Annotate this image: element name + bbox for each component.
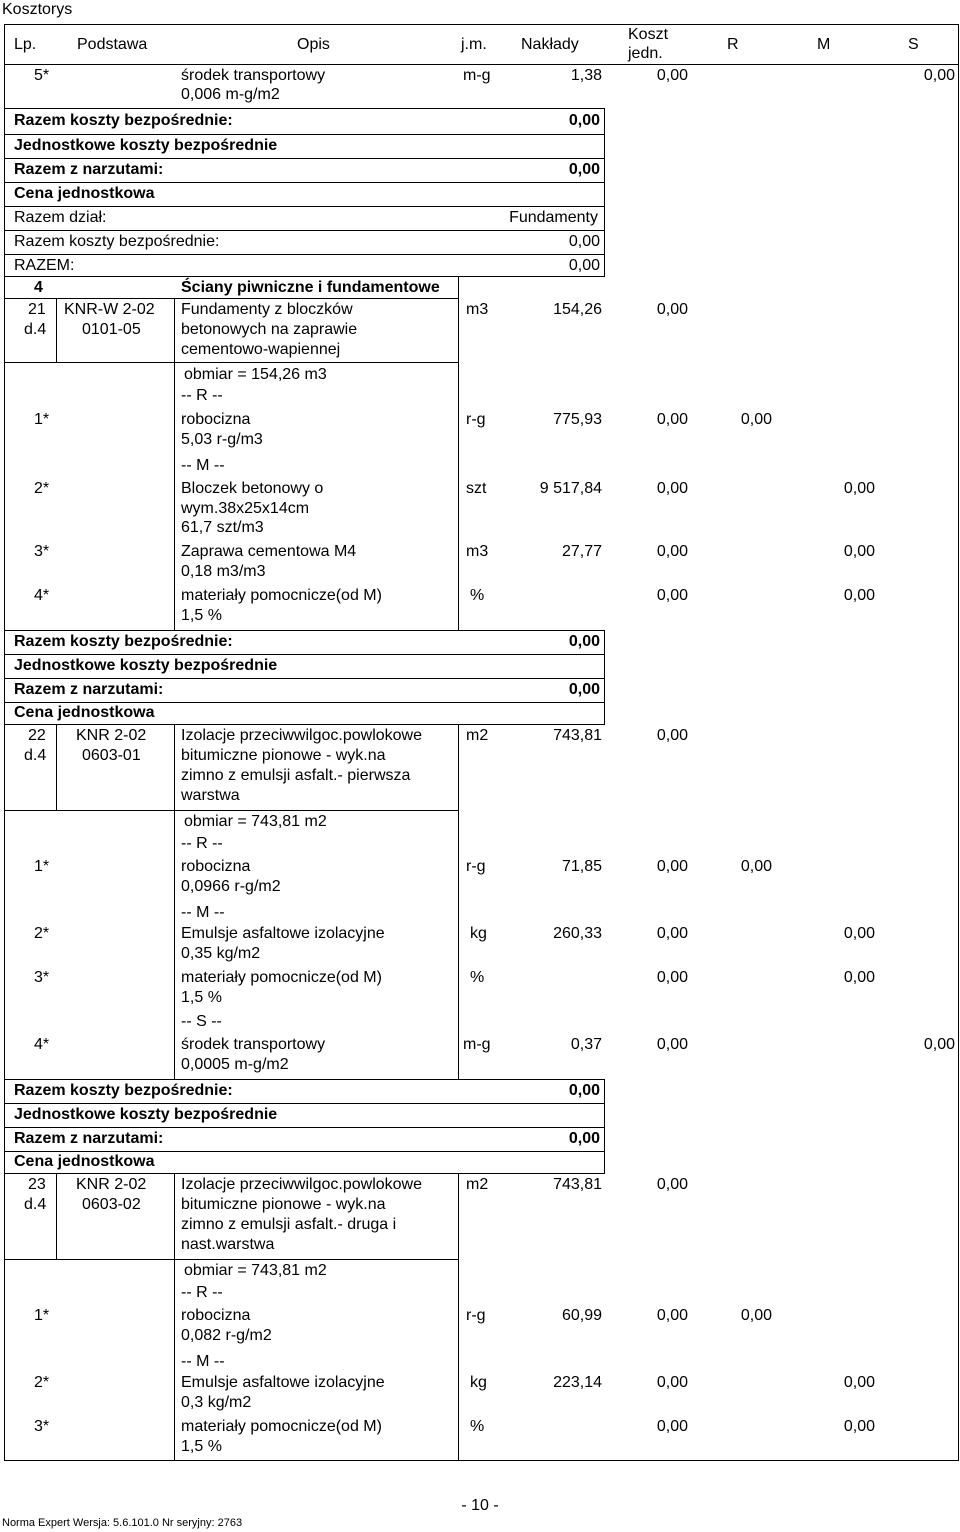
pos22-podstawa-code: 0603-01 — [82, 747, 141, 764]
summary-line — [4, 654, 605, 655]
row-koszt: 0,00 — [656, 67, 688, 84]
document-title: Kosztorys — [2, 1, 73, 18]
pos22-i2-lp: 2* — [34, 925, 50, 942]
row-norm: 0,006 m-g/m2 — [181, 86, 280, 103]
pos21-i2-opis-1: Bloczek betonowy o — [181, 480, 324, 497]
razem-narzuty-value: 0,00 — [568, 161, 600, 178]
pos21-m-section: -- M -- — [181, 457, 225, 474]
pos23-i1-naklady: 60,99 — [561, 1307, 602, 1324]
pos23-lp: 23 — [28, 1176, 46, 1193]
summary-line — [4, 158, 605, 159]
pos23-opis-2: bitumiczne pionowe - wyk.na — [181, 1196, 386, 1213]
pos22-i3-lp: 3* — [34, 969, 50, 986]
row-line — [4, 1259, 459, 1260]
pos23-i2-koszt: 0,00 — [656, 1374, 688, 1391]
pos21-opis-2: betonowych na zaprawie — [181, 321, 358, 338]
pos21-i4-opis: materiały pomocnicze(od M) — [181, 587, 382, 604]
pos21-i1-norm: 5,03 r-g/m3 — [181, 431, 263, 448]
col-divider — [458, 724, 459, 1080]
razem-kb-value: 0,00 — [568, 112, 600, 129]
razem-kb-label: Razem koszty bezpośrednie: — [14, 112, 233, 129]
pos23-podstawa-code: 0603-02 — [82, 1196, 141, 1213]
pos22-opis-1: Izolacje przeciwwilgoc.powlokowe — [181, 727, 422, 744]
pos23-i3-m: 0,00 — [843, 1418, 875, 1435]
pos21-i2-norm: 61,7 szt/m3 — [181, 519, 264, 536]
col-divider — [458, 1173, 459, 1461]
pos21-naklady: 154,26 — [553, 301, 602, 318]
pos22-i2-m: 0,00 — [843, 925, 875, 942]
pos21-i1-r: 0,00 — [740, 411, 772, 428]
pos21-i3-lp: 3* — [34, 543, 50, 560]
pos22-opis-2: bitumiczne pionowe - wyk.na — [181, 747, 386, 764]
pos21-rzn-label: Razem z narzutami: — [14, 681, 164, 698]
cena-jedn-label: Cena jednostkowa — [14, 185, 155, 202]
pos21-jkb-label: Jednostkowe koszty bezpośrednie — [14, 657, 278, 674]
pos23-i3-jm: % — [470, 1418, 485, 1435]
table-top-border — [4, 24, 959, 25]
pos22-i1-lp: 1* — [34, 858, 50, 875]
col-divider — [174, 298, 175, 362]
pos23-i3-lp: 3* — [34, 1418, 50, 1435]
pos21-i2-jm: szt — [466, 480, 487, 497]
pos22-i4-s: 0,00 — [923, 1036, 955, 1053]
summary-right-border — [604, 1079, 605, 1174]
table-right-border — [958, 24, 959, 1461]
pos22-s-section: -- S -- — [181, 1013, 222, 1030]
pos23-opis-3: zimno z emulsji asfalt.- druga i — [181, 1216, 397, 1233]
pos23-r-section: -- R -- — [181, 1284, 223, 1301]
summary-right-border — [604, 630, 605, 725]
pos22-i1-r: 0,00 — [740, 858, 772, 875]
pos21-i3-jm: m3 — [466, 543, 489, 560]
jedn-kb-label: Jednostkowe koszty bezpośrednie — [14, 137, 278, 154]
pos22-koszt: 0,00 — [656, 727, 688, 744]
pos21-i4-m: 0,00 — [843, 587, 875, 604]
pos22-i1-jm: r-g — [466, 858, 486, 875]
summary-line — [4, 206, 605, 207]
pos23-i3-koszt: 0,00 — [656, 1418, 688, 1435]
pos21-i4-norm: 1,5 % — [181, 607, 222, 624]
pos23-naklady: 743,81 — [553, 1176, 602, 1193]
pos22-i3-norm: 1,5 % — [181, 989, 222, 1006]
pos22-i2-jm: kg — [470, 925, 487, 942]
pos22-i3-jm: % — [470, 969, 485, 986]
pos23-koszt: 0,00 — [656, 1176, 688, 1193]
col-divider — [174, 724, 175, 1080]
pos22-podstawa: KNR 2-02 — [76, 727, 147, 744]
pos22-i1-norm: 0,0966 r-g/m2 — [181, 878, 281, 895]
summary-right-border — [604, 108, 605, 277]
summary-line — [4, 724, 605, 725]
pos21-cj-label: Cena jednostkowa — [14, 704, 155, 721]
pos22-i3-m: 0,00 — [843, 969, 875, 986]
pos22-i4-opis: środek transportowy — [181, 1036, 326, 1053]
pos21-opis-3: cementowo-wapiennej — [181, 341, 341, 358]
summary-line — [4, 1079, 605, 1080]
pos21-i3-norm: 0,18 m3/m3 — [181, 563, 266, 580]
dzial-rkb-label: Razem koszty bezpośrednie: — [14, 233, 220, 250]
pos22-i2-koszt: 0,00 — [656, 925, 688, 942]
col-divider — [56, 724, 57, 810]
row-opis: środek transportowy — [181, 67, 326, 84]
pos22-opis-4: warstwa — [181, 787, 240, 804]
pos21-i4-jm: % — [470, 587, 485, 604]
pos23-i3-norm: 1,5 % — [181, 1438, 222, 1455]
summary-line — [4, 630, 605, 631]
pos22-i3-opis: materiały pomocnicze(od M) — [181, 969, 382, 986]
pos23-jm: m2 — [466, 1176, 489, 1193]
pos22-m-section: -- M -- — [181, 904, 225, 921]
pos22-i2-naklady: 260,33 — [553, 925, 602, 942]
pos22-obmiar: obmiar = 743,81 m2 — [184, 813, 327, 830]
pos21-jm: m3 — [466, 301, 489, 318]
pos22-i4-koszt: 0,00 — [656, 1036, 688, 1053]
pos21-rzn-value: 0,00 — [568, 681, 600, 698]
header-opis: Opis — [297, 36, 330, 53]
pos21-i1-naklady: 775,93 — [553, 411, 602, 428]
pos22-rkb-label: Razem koszty bezpośrednie: — [14, 1082, 233, 1099]
page-number: - 10 - — [461, 1497, 499, 1514]
pos22-i4-lp: 4* — [34, 1036, 50, 1053]
pos23-opis-1: Izolacje przeciwwilgoc.powlokowe — [181, 1176, 422, 1193]
section-number: 4 — [34, 279, 43, 296]
header-r: R — [727, 36, 739, 53]
pos22-i3-koszt: 0,00 — [656, 969, 688, 986]
pos23-obmiar: obmiar = 743,81 m2 — [184, 1262, 327, 1279]
summary-line — [4, 230, 605, 231]
pos22-i4-naklady: 0,37 — [570, 1036, 602, 1053]
row-line — [4, 810, 459, 811]
pos21-i3-opis: Zaprawa cementowa M4 — [181, 543, 357, 560]
pos23-i1-norm: 0,082 r-g/m2 — [181, 1327, 272, 1344]
summary-line — [4, 108, 605, 109]
pos21-i1-jm: r-g — [466, 411, 486, 428]
pos21-lp: 21 — [28, 301, 46, 318]
pos21-i2-lp: 2* — [34, 480, 50, 497]
header-koszt: Koszt — [628, 26, 669, 43]
razem-value: 0,00 — [568, 257, 600, 274]
table-bottom-border — [4, 1460, 959, 1461]
row-s: 0,00 — [923, 67, 955, 84]
razem-narzuty-label: Razem z narzutami: — [14, 161, 164, 178]
pos21-i2-koszt: 0,00 — [656, 480, 688, 497]
pos23-i1-koszt: 0,00 — [656, 1307, 688, 1324]
pos21-i3-koszt: 0,00 — [656, 543, 688, 560]
razem-dzial-name: Fundamenty — [509, 209, 598, 226]
header-naklady: Nakłady — [521, 36, 579, 53]
pos23-i1-r: 0,00 — [740, 1307, 772, 1324]
header-lp: Lp. — [14, 36, 37, 53]
section-line — [4, 298, 459, 299]
pos22-dzial: d.4 — [24, 747, 47, 764]
row-line — [4, 362, 459, 363]
pos21-i4-lp: 4* — [34, 587, 50, 604]
col-divider — [458, 276, 459, 630]
pos23-i2-m: 0,00 — [843, 1374, 875, 1391]
summary-line — [4, 1103, 605, 1104]
header-m: M — [817, 36, 831, 53]
header-jm: j.m. — [461, 36, 487, 53]
pos21-i2-naklady: 9 517,84 — [539, 480, 602, 497]
pos22-i4-jm: m-g — [463, 1036, 491, 1053]
pos21-i3-naklady: 27,77 — [561, 543, 602, 560]
pos23-podstawa: KNR 2-02 — [76, 1176, 147, 1193]
col-divider — [56, 1173, 57, 1259]
pos21-r-section: -- R -- — [181, 387, 223, 404]
pos22-i1-opis: robocizna — [181, 858, 251, 875]
razem-label: RAZEM: — [14, 257, 75, 274]
pos22-rkb-value: 0,00 — [568, 1082, 600, 1099]
section-name: Ściany piwniczne i fundamentowe — [181, 279, 440, 296]
pos23-dzial: d.4 — [24, 1196, 47, 1213]
summary-line — [4, 254, 605, 255]
program-info: Norma Expert Wersja: 5.6.101.0 Nr seryjny: 2763 — [2, 1517, 243, 1529]
pos23-i1-jm: r-g — [466, 1307, 486, 1324]
pos21-koszt: 0,00 — [656, 301, 688, 318]
pos23-i2-norm: 0,3 kg/m2 — [181, 1394, 252, 1411]
summary-line — [4, 276, 605, 277]
row-lp: 5* — [34, 67, 50, 84]
pos22-i4-norm: 0,0005 m-g/m2 — [181, 1056, 289, 1073]
row-jm: m-g — [463, 67, 491, 84]
row-naklady: 1,38 — [570, 67, 602, 84]
header-koszt-jedn: jedn. — [628, 45, 663, 62]
pos23-i1-lp: 1* — [34, 1307, 50, 1324]
pos22-lp: 22 — [28, 727, 46, 744]
pos21-i2-opis-2: wym.38x25x14cm — [181, 500, 310, 517]
pos22-rzn-label: Razem z narzutami: — [14, 1130, 164, 1147]
pos21-i1-koszt: 0,00 — [656, 411, 688, 428]
pos21-i1-lp: 1* — [34, 411, 50, 428]
header-s: S — [908, 36, 919, 53]
header-podstawa: Podstawa — [77, 36, 148, 53]
pos21-opis-1: Fundamenty z bloczków — [181, 301, 353, 318]
summary-line — [4, 1127, 605, 1128]
pos22-cj-label: Cena jednostkowa — [14, 1153, 155, 1170]
pos22-jkb-label: Jednostkowe koszty bezpośrednie — [14, 1106, 278, 1123]
pos23-m-section: -- M -- — [181, 1353, 225, 1370]
pos21-i3-m: 0,00 — [843, 543, 875, 560]
pos22-i2-opis: Emulsje asfaltowe izolacyjne — [181, 925, 385, 942]
pos22-naklady: 743,81 — [553, 727, 602, 744]
pos23-i2-opis: Emulsje asfaltowe izolacyjne — [181, 1374, 385, 1391]
table-left-border — [4, 24, 5, 1461]
pos22-i2-norm: 0,35 kg/m2 — [181, 945, 261, 962]
col-divider — [174, 362, 175, 630]
summary-line — [4, 134, 605, 135]
pos22-jm: m2 — [466, 727, 489, 744]
pos21-i1-opis: robocizna — [181, 411, 251, 428]
pos21-obmiar: obmiar = 154,26 m3 — [184, 366, 327, 383]
pos22-i1-naklady: 71,85 — [561, 858, 602, 875]
pos23-i2-naklady: 223,14 — [553, 1374, 602, 1391]
summary-line — [4, 678, 605, 679]
razem-dzial-label: Razem dział: — [14, 209, 107, 226]
pos22-i1-koszt: 0,00 — [656, 858, 688, 875]
pos21-rkb-label: Razem koszty bezpośrednie: — [14, 633, 233, 650]
pos21-i4-koszt: 0,00 — [656, 587, 688, 604]
summary-line — [4, 1173, 605, 1174]
pos22-opis-3: zimno z emulsji asfalt.- pierwsza — [181, 767, 411, 784]
pos23-i1-opis: robocizna — [181, 1307, 251, 1324]
pos22-r-section: -- R -- — [181, 835, 223, 852]
pos23-i2-lp: 2* — [34, 1374, 50, 1391]
pos22-rzn-value: 0,00 — [568, 1130, 600, 1147]
pos23-i2-jm: kg — [470, 1374, 487, 1391]
header-separator — [4, 64, 959, 65]
pos21-i2-m: 0,00 — [843, 480, 875, 497]
pos21-podstawa: KNR-W 2-02 — [64, 301, 155, 318]
col-divider — [174, 1173, 175, 1461]
pos23-i3-opis: materiały pomocnicze(od M) — [181, 1418, 382, 1435]
summary-line — [4, 182, 605, 183]
col-divider — [56, 298, 57, 362]
dzial-rkb-value: 0,00 — [568, 233, 600, 250]
pos23-opis-4: nast.warstwa — [181, 1236, 275, 1253]
pos21-dzial: d.4 — [24, 321, 47, 338]
pos21-rkb-value: 0,00 — [568, 633, 600, 650]
pos21-podstawa-code: 0101-05 — [82, 321, 141, 338]
